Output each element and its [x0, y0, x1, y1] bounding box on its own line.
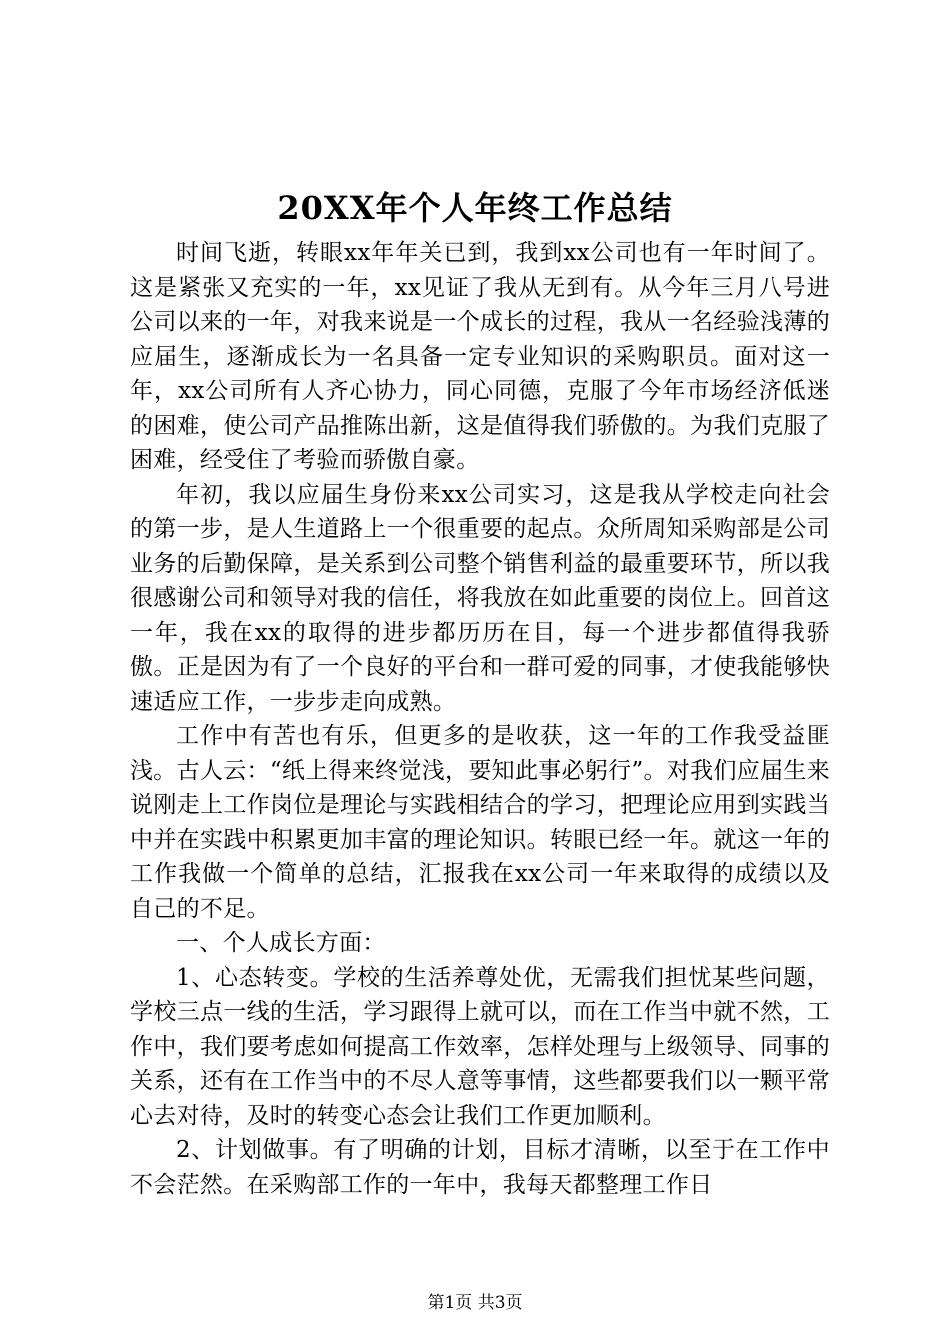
document-body [130, 236, 830, 1202]
section-heading-personal-growth: 一、个人成长方面： [176, 930, 386, 956]
paragraph-work-gains: 工作中有苦也有乐，但更多的是收获，这一年的工作我受益匪浅。古人云：“纸上得来终觉浅，要知此事必躬行”。对我们应届生来说刚走上工作岗位是理论与实践相结合的学习，把理论应用到实践当中并在实践中积累更加丰富的理论知识。转眼已经一年。就这一年的工作我做一个简单的总结，汇报我在xx公司一年来取得的成绩以及自己的不足。 [130, 723, 830, 922]
paragraph-beginning-of-year: 年初，我以应届生身份来xx公司实习，这是我从学校走向社会的第一步，是人生道路上一个很重要的起点。众所周知采购部是公司业务的后勤保障，是关系到公司整个销售利益的最重要环节，所以我很感谢公司和领导对我的信任，将我放在如此重要的岗位上。回首这一年，我在xx的取得的进步都历历在目，每一个进步都值得我骄傲。正是因为有了一个良好的平台和一群可爱的同事，才使我能够快速适应工作，一步步走向成熟。 [130, 481, 830, 715]
paragraph-intro: 时间飞逝，转眼xx年年关已到，我到xx公司也有一年时间了。这是紧张又充实的一年，xx见证了我从无到有。从今年三月八号进公司以来的一年，对我来说是一个成长的过程，我从一名经验浅薄的应届生，逐渐成长为一名具备一定专业知识的采购职员。面对这一年，xx公司所有人齐心协力，同心同德，克服了今年市场经济低迷的困难，使公司产品推陈出新，这是值得我们骄傲的。为我们克服了困难，经受住了考验而骄傲自豪。 [130, 240, 830, 473]
paragraph-mindset-change: 1、心态转变。学校的生活养尊处优，无需我们担忧某些问题，学校三点一线的生活，学习跟得上就可以，而在工作当中就不然，工作中，我们要考虑如何提高工作效率，怎样处理与上级领导、同事的关系，还有在工作当中的不尽人意等事情，这些都要我们以一颗平常心去对待，及时的转变心态会让我们工作更加顺利。 [130, 964, 830, 1129]
paragraph-planned-work: 2、计划做事。有了明确的计划，目标才清晰，以至于在工作中不会茫然。在采购部工作的一年中，我每天都整理工作日 [130, 1137, 830, 1198]
page-number-footer: 第1页 共3页 [427, 1293, 523, 1313]
document-title: 20XX年个人年终工作总结 [277, 189, 673, 227]
